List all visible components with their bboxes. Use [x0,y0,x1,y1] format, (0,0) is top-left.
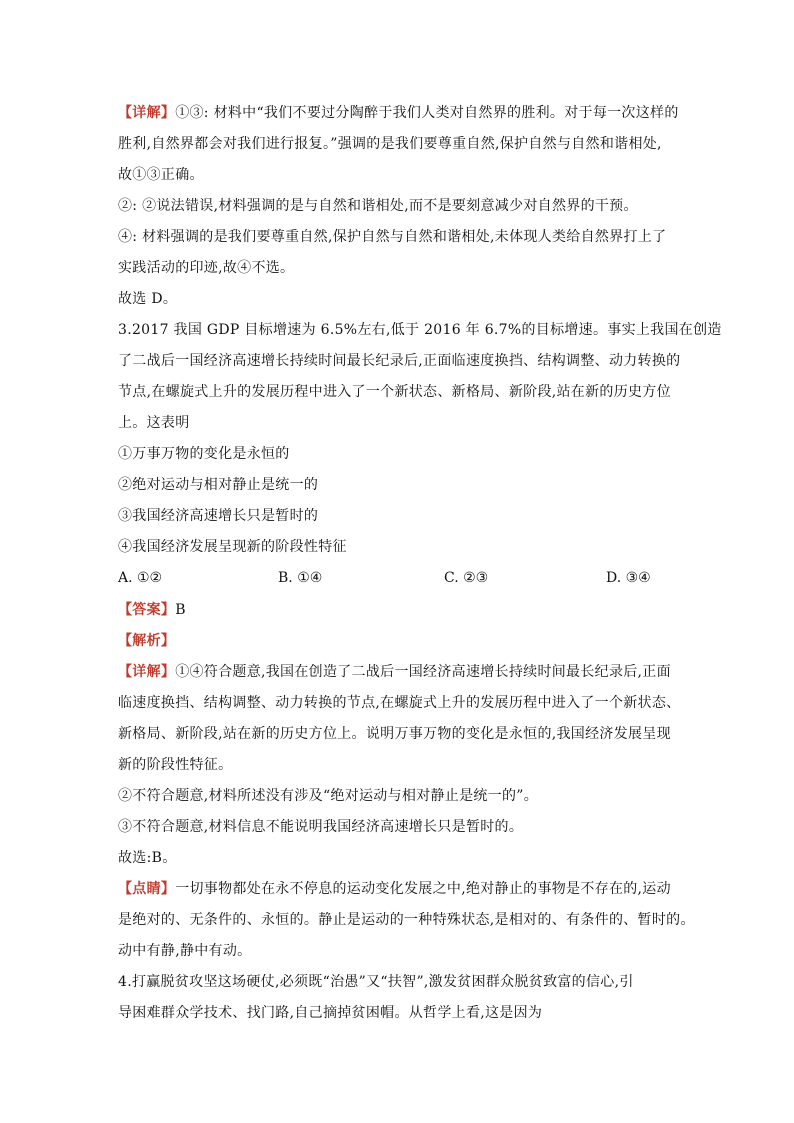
detail-3-line-3: 新格局、新阶段,站在新的历史方位上。说明万事万物的变化是永恒的,我国经济发展呈现 [118,726,671,742]
tip-line-3: 动中有静,静中有动。 [118,943,252,959]
detail-3-line-1 [118,662,671,682]
detail-line-2: 胜利,自然界都会对我们进行报复。”强调的是我们要尊重自然,保护自然与自然和谐相处, [118,136,662,152]
statement-item: ①万事万物的变化是永恒的 [118,446,290,462]
detail-3-line-5: ②不符合题意,材料所述没有涉及“绝对运动与相对静止是统一的”。 [118,788,539,804]
detail-3-conclusion: 故选:B。 [118,850,177,866]
detail-text: ①③: 材料中“我们不要过分陶醉于我们人类对自然界的胜利。对于每一次这样的 [175,105,679,121]
analysis-tag: 【解析】 [118,633,176,649]
question-4-stem-2: 导困难群众学技术、找门路,自己摘掉贫困帽。从哲学上看,这是因为 [118,1005,543,1021]
answer-options [118,568,678,588]
detail-3-line-6: ③不符合题意,材料信息不能说明我国经济高速增长只是暂时的。 [118,819,524,835]
option-c: C. ②③ [444,570,489,586]
answer-value: B [175,602,186,618]
question-3-stem-1: 3.2017 我国 GDP 目标增速为 6.5%左右,低于 2016 年 6.7%的目标增速。事实上我国在创造 [118,322,722,338]
detail-tag: 【详解】 [118,664,176,680]
detail-line-3: 故①③正确。 [118,167,204,183]
tip-line-1 [118,879,671,899]
question-3-stem-3: 节点,在螺旋式上升的发展历程中进入了一个新状态、新格局、新阶段,站在新的历史方位 [118,384,671,400]
tip-tag: 【点睛】 [118,881,176,897]
detail-line-1 [118,103,679,123]
option-b: B. ①④ [278,570,323,586]
statement-item: ②绝对运动与相对静止是统一的 [118,477,319,493]
statement-item: ③我国经济高速增长只是暂时的 [118,508,319,524]
answer-tag: 【答案】 [118,602,176,618]
detail-3-line-2: 临速度换挡、结构调整、动力转换的节点,在螺旋式上升的发展历程中进入了一个新状态、 [118,695,681,711]
detail-tag: 【详解】 [118,105,176,121]
question-4-stem-1: 4.打赢脱贫攻坚这场硬仗,必须既“治愚”又“扶智”,激发贫困群众脱贫致富的信心,引 [118,974,634,990]
detail-line-5: ④: 材料强调的是我们要尊重自然,保护自然与自然和谐相处,未体现人类给自然界打上了 [118,229,667,245]
analysis-line [118,631,175,651]
detail-line-4: ②: ②说法错误,材料强调的是与自然和谐相处,而不是要刻意减少对自然界的干预。 [118,198,638,214]
detail-text: ①④符合题意,我国在创造了二战后一国经济高速增长持续时间最长纪录后,正面 [175,664,671,680]
conclusion-line: 故选 D。 [118,291,178,307]
tip-line-2: 是绝对的、无条件的、永恒的。静止是运动的一种特殊状态,是相对的、有条件的、暂时的。 [118,912,695,928]
detail-line-6: 实践活动的印迹,故④不选。 [118,260,295,276]
option-d: D. ③④ [606,570,651,586]
question-3-stem-4: 上。这表明 [118,415,190,431]
tip-text: 一切事物都处在永不停息的运动变化发展之中,绝对静止的事物是不存在的,运动 [175,881,671,897]
detail-3-line-4: 新的阶段性特征。 [118,757,233,773]
answer-line [118,600,186,620]
statement-item: ④我国经济发展呈现新的阶段性特征 [118,539,347,555]
option-a: A. ①② [118,570,163,586]
question-3-stem-2: 了二战后一国经济高速增长持续时间最长纪录后,正面临速度换挡、结构调整、动力转换的 [118,353,681,369]
